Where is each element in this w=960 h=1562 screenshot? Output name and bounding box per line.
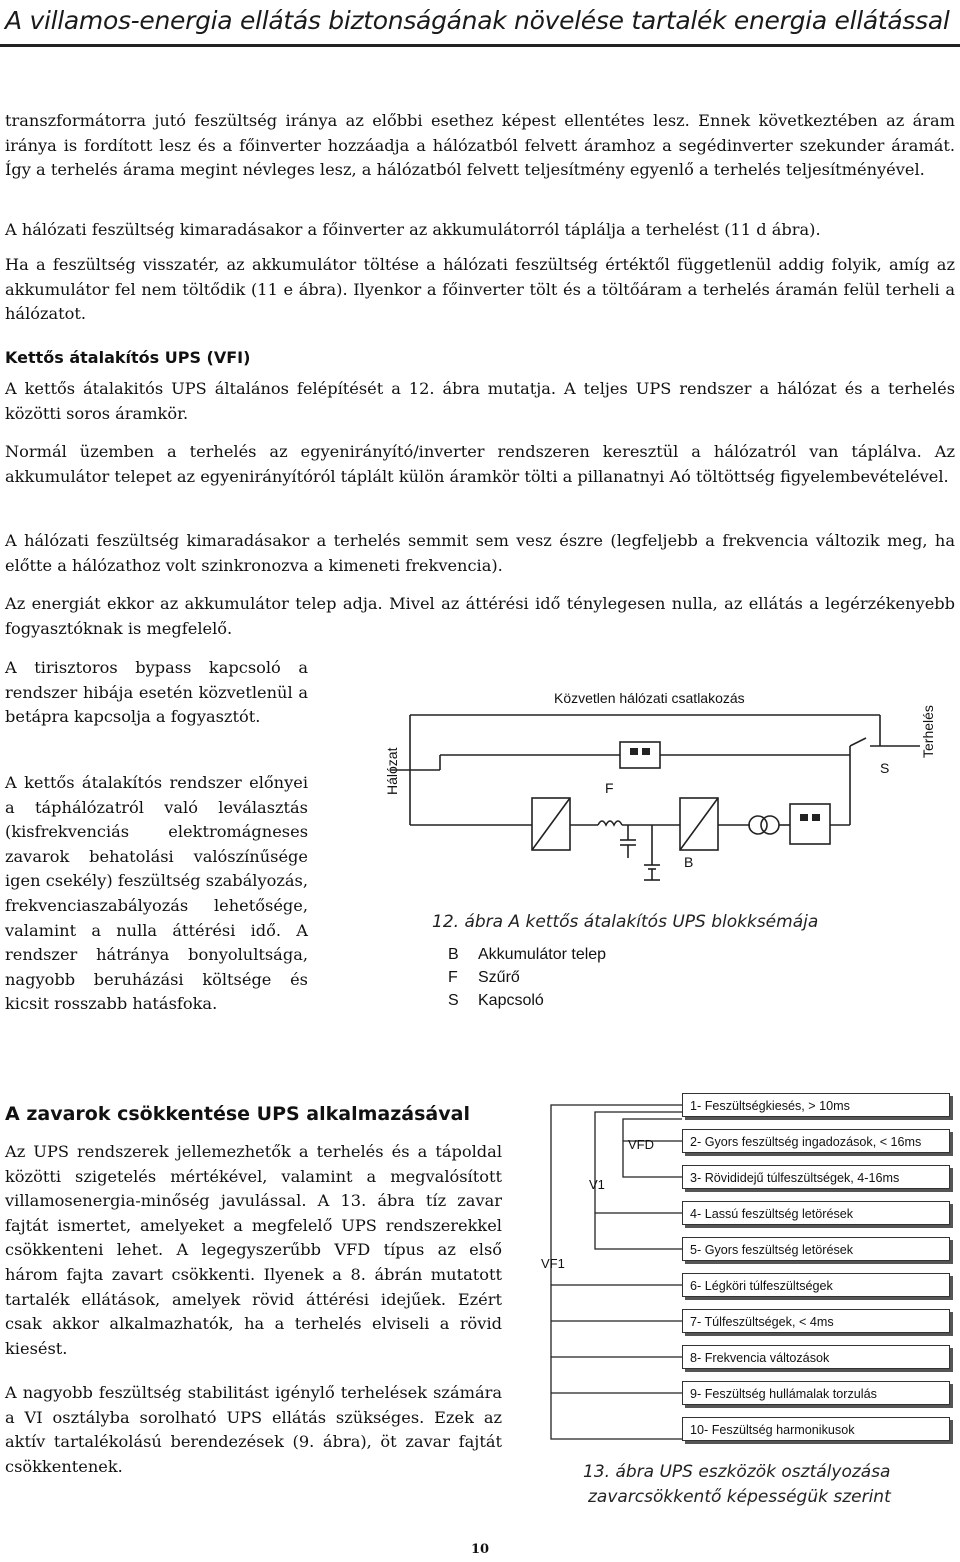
legend-text-s: Kapcsoló	[478, 992, 544, 1009]
vf1-label: VF1	[541, 1256, 565, 1271]
paragraph-4: A kettős átalakitós UPS általános felépítését a 12. ábra mutatja. A teljes UPS rendszer a hálózat és a terhelés közötti soros áramkör.	[5, 379, 955, 423]
disturbance-item-7: 7- Túlfeszültségek, < 4ms	[682, 1309, 950, 1333]
ups-block-diagram	[380, 680, 960, 910]
paragraph-2: A hálózati feszültség kimaradásakor a főinverter az akkumulátorról táplálja a terhelést (11 d ábra).	[5, 220, 821, 239]
section-heading-zavarok: A zavarok csökkentése UPS alkalmazásával	[5, 1103, 470, 1125]
load-label: Terhelés	[920, 705, 936, 758]
legend-row-filter	[448, 969, 520, 987]
figure-13-caption-line1: 13. ábra UPS eszközök osztályozása	[583, 1462, 891, 1482]
paragraph-3: Ha a feszültség visszatér, az akkumulátor töltése a hálózati feszültség értéktől függetlenül addig folyik, amíg az akkumulátor fel nem töltődik (11 e ábra). Ilyenkor a főinverter tölt és a töltőáram a terhelés áramán felül terheli a hálózatot.	[5, 255, 955, 324]
v1-label: V1	[589, 1177, 605, 1192]
paragraph-8: A tirisztoros bypass kapcsoló a rendszer hibája esetén közvetlenül a betápra kapcsolja a fogyasztót.	[5, 658, 308, 727]
disturbance-item-1: 1- Feszültségkiesés, > 10ms	[682, 1093, 950, 1117]
paragraph-5: Normál üzemben a terhelés az egyenirányító/inverter rendszeren keresztül a hálózatról van táplálva. Az akkumulátor telepet az egyenirányítóról táplált külön áramkör tölti a pillanatnyi Aó töltöttség figyelembevételével.	[5, 442, 955, 486]
paragraph-10: Az UPS rendszerek jellemezhetők a terhelés és a tápoldal közötti szigetelés mértékével, valamint a megvalósított villamosenergia-minőség javulással. A 13. ábra tíz zavar fajtát ismertet, amelyeket a megfelelő UPS rendszerekkel csökkenteni lehet. A legegyszerűbb VFD típus az első három fajta zavart csökkenti. Ilyenek a 8. ábrán mutatott tartalék ellátások, amelyek rövid áttérési idejűek. Ezért csak akkor alkalmazhatók, ha a terhelés elviseli a rövid kiesést.	[5, 1142, 502, 1358]
figure-12-caption: 12. ábra A kettős átalakítós UPS blokksémája	[432, 912, 819, 932]
disturbance-item-5: 5- Gyors feszültség letörések	[682, 1237, 950, 1261]
section-heading-vfi: Kettős átalakítós UPS (VFI)	[5, 348, 251, 367]
legend-key-b: B	[448, 946, 459, 963]
paragraph-6: A hálózati feszültség kimaradásakor a terhelés semmit sem vesz észre (legfeljebb a frekvencia változik meg, ha előtte a hálózathoz volt szinkronozva a kimeneti frekvencia).	[5, 531, 955, 575]
disturbance-item-6: 6- Légköri túlfeszültségek	[682, 1273, 950, 1297]
legend-row-switch	[448, 992, 544, 1010]
disturbance-item-4: 4- Lassú feszültség letörések	[682, 1201, 950, 1225]
legend-key-f: F	[448, 969, 458, 986]
figure-12	[380, 680, 960, 1010]
disturbance-item-10: 10- Feszültség harmonikusok	[682, 1417, 950, 1441]
paragraph-1: transzformátorra jutó feszültség iránya az előbbi esethez képest ellentétes lesz. Ennek következtében az áram iránya is fordított lesz és a főinverter hozzáadja a hálózatból felvett áramhoz a segédinverter szekunder áramát. Így a terhelés árama megint névleges lesz, a hálózatból felvett teljesítmény egyenlő a terhelés teljesítményével.	[5, 111, 955, 180]
page-number: 10	[470, 1542, 490, 1557]
filter-label: F	[605, 780, 614, 796]
disturbance-item-9: 9- Feszültség hullámalak torzulás	[682, 1381, 950, 1405]
page-header	[0, 0, 960, 48]
paragraph-11: A nagyobb feszültség stabilitást igénylő terhelések számára a VI osztályba sorolható UPS ellátás szükséges. Ezek az aktív tartalékolású berendezések (9. ábra), öt zavar fajtát csökkentenek.	[5, 1383, 502, 1476]
disturbance-item-3: 3- Rövididejű túlfeszültségek, 4-16ms	[682, 1165, 950, 1189]
figure-13-caption-line2: zavarcsökkentő képességük szerint	[588, 1487, 891, 1507]
switch-label: S	[880, 760, 890, 776]
header-divider	[0, 44, 960, 47]
grid-label: Hálózat	[384, 747, 400, 795]
disturbance-item-8: 8- Frekvencia változások	[682, 1345, 950, 1369]
legend-text-b: Akkumulátor telep	[478, 946, 607, 963]
paragraph-9: A kettős átalakítós rendszer előnyei a táphálózatról való leválasztás (kisfrekvenciás elektromágneses zavarok behatolási valószínűsége igen csekély) feszültség szabályozás, frekvenciaszabályozás lehetősége, valamint a nulla áttérési idő. A rendszer hátránya bonyolultsága, nagyobb beruházási költsége és kicsit rosszabb hatásfoka.	[5, 773, 308, 1014]
page-header-title: A villamos-energia ellátás biztonságának növelése tartalék energia ellátással	[5, 6, 950, 35]
legend-row-battery	[448, 946, 606, 964]
direct-grid-label: Közvetlen hálózati csatlakozás	[554, 690, 745, 706]
vfd-label: VFD	[628, 1137, 654, 1152]
disturbance-item-2: 2- Gyors feszültség ingadozások, < 16ms	[682, 1129, 950, 1153]
paragraph-7: Az energiát ekkor az akkumulátor telep adja. Mivel az áttérési idő ténylegesen nulla, az ellátás a legérzékenyebb fogyasztóknak is megfelelő.	[5, 594, 955, 638]
battery-label: B	[684, 854, 694, 870]
legend-key-s: S	[448, 992, 459, 1009]
legend-text-f: Szűrő	[478, 969, 520, 986]
